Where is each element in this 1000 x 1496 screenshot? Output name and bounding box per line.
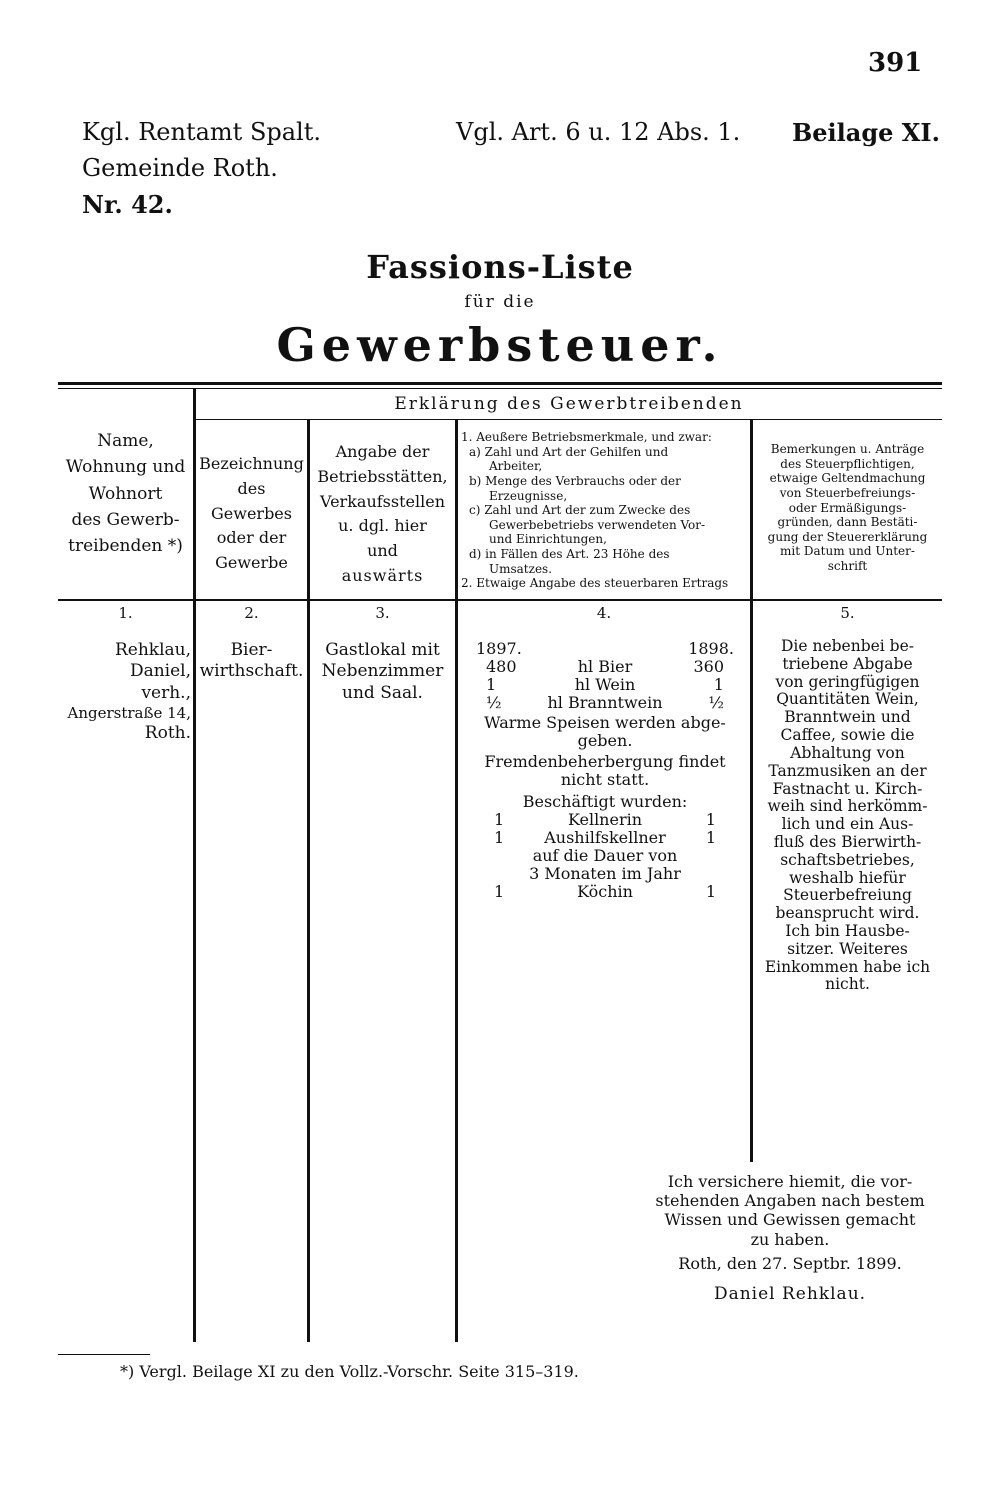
- col5-body-line: Caffee, sowie die: [780, 726, 915, 745]
- col2-body-line: Bier-: [230, 640, 273, 660]
- office-label: Kgl. Rentamt Spalt.: [82, 118, 322, 146]
- table-top-rule-thin: [58, 388, 942, 389]
- col4-body: [470, 640, 740, 901]
- col4-amount-row: [470, 694, 740, 712]
- col4-header-line: a) Zahl und Art der Gehilfen und: [469, 444, 669, 459]
- staff-item: Kellnerin: [567, 810, 643, 830]
- staff-right: 1: [705, 828, 716, 848]
- col-number-4: 4.: [596, 604, 612, 622]
- col5-body-line: weshalb hiefür: [789, 868, 906, 887]
- col4-text-line: nicht statt.: [560, 770, 650, 790]
- col-number-3: 3.: [375, 604, 390, 622]
- column-divider-3: [455, 420, 458, 1342]
- col5-body-line: von geringfügigen: [775, 672, 920, 691]
- col5-body-line: lich und ein Aus-: [781, 815, 914, 834]
- col2-body: [196, 640, 307, 683]
- col2-header: [196, 452, 307, 576]
- signature: Daniel Rehklau.: [713, 1284, 867, 1304]
- col5-header-line: des Steuerpflichtigen,: [780, 456, 915, 471]
- col4-header-line: b) Menge des Verbrauchs oder der: [469, 473, 681, 488]
- col3-header-line: u. dgl. hier: [338, 516, 427, 536]
- col4-header: [461, 430, 747, 591]
- col4-employed: Beschäftigt wurden:: [522, 792, 688, 812]
- declaration-line: Wissen und Gewissen gemacht: [664, 1210, 916, 1230]
- cook-left: 1: [494, 881, 505, 901]
- col5-body: [753, 638, 942, 994]
- col-number-2: 2.: [244, 604, 259, 622]
- col5-header-line: Bemerkungen u. Anträge: [770, 442, 925, 456]
- col1-body-line: Daniel,: [129, 661, 191, 682]
- footnote-rule: [58, 1354, 150, 1355]
- col2-header-line: Gewerbes: [211, 503, 292, 523]
- col5-header-line: mit Datum und Unter-: [780, 544, 915, 559]
- amount-left: 1: [486, 674, 497, 694]
- amount-left: 480: [486, 656, 517, 676]
- col4-text1: [470, 714, 740, 750]
- col4-text-line: Warme Speisen werden abge-: [484, 712, 726, 732]
- col4-duration-line: auf die Dauer von: [532, 845, 678, 865]
- amount-left: ½: [486, 692, 502, 712]
- staff-right: 1: [705, 810, 716, 830]
- col5-body-line: Abhaltung von: [790, 743, 905, 762]
- col1-body-line: Angerstraße 14,: [67, 703, 191, 722]
- col3-body: [310, 640, 455, 704]
- col4-header-line: Erzeugnisse,: [489, 488, 568, 503]
- col4-header-line: Umsatzes.: [489, 561, 553, 576]
- col4-years-row: [470, 640, 740, 658]
- amount-item: hl Wein: [574, 674, 636, 694]
- col2-body-line: wirthschaft.: [199, 661, 304, 682]
- date-line: Roth, den 27. Septbr. 1899.: [678, 1254, 902, 1273]
- col1-header-line: des Gewerb-: [71, 510, 180, 531]
- col5-body-line: weih sind herkömm-: [767, 797, 928, 816]
- col4-duration: [470, 847, 740, 883]
- col5-body-line: Tanzmusiken an der: [768, 761, 927, 780]
- table-top-rule: [58, 382, 942, 385]
- amount-right: 360: [693, 656, 724, 676]
- col4-header-line: und Einrichtungen,: [489, 532, 607, 547]
- col4-header-line: Gewerbebetriebs verwendeten Vor-: [489, 517, 706, 532]
- col4-header-line: d) in Fällen des Art. 23 Höhe des: [469, 547, 670, 561]
- col5-body-line: nicht.: [825, 975, 870, 994]
- col5-body-line: sitzer. Weiteres: [787, 939, 908, 958]
- col1-body-line: Rehklau,: [114, 640, 191, 660]
- col1-body: [50, 640, 195, 744]
- col3-header-line: Betriebsstätten,: [317, 466, 448, 486]
- appendix-label: Beilage XI.: [792, 118, 940, 147]
- col5-body-line: Einkommen habe ich: [764, 957, 931, 976]
- col5-body-line: fluß des Bierwirth-: [773, 832, 922, 851]
- list-title: Fassions-Liste: [366, 248, 634, 286]
- col4-text2: [470, 753, 740, 789]
- declaration: [640, 1172, 940, 1249]
- declaration-line: zu haben.: [750, 1229, 830, 1249]
- col3-body-line: Gastlokal mit: [325, 640, 440, 660]
- cook-item: Köchin: [577, 881, 633, 901]
- header-bottom-rule: [58, 599, 942, 601]
- declaration-line: Ich versichere hiemit, die vor-: [667, 1172, 913, 1191]
- staff-item: Aushilfskellner: [544, 828, 666, 848]
- col2-header-line: des: [237, 478, 266, 498]
- col4-amount-row: [470, 658, 740, 676]
- col5-header-line: etwaige Geltendmachung: [769, 471, 926, 486]
- number-label: Nr. 42.: [82, 190, 173, 219]
- col4-staff-row: [470, 829, 740, 847]
- footnote: *) Vergl. Beilage XI zu den Vollz.-Vorschr. Seite 315–319.: [120, 1362, 579, 1381]
- cook-right: 1: [705, 881, 716, 901]
- col3-header: [310, 440, 455, 589]
- col4-header-line: 1. Aeußere Betriebsmerkmale, und zwar:: [461, 430, 712, 444]
- col5-header-line: gung der Steuererklärung: [767, 529, 928, 544]
- col1-body-line: verh.,: [141, 682, 191, 703]
- group-header: Erklärung des Gewerbtreibenden: [394, 394, 744, 414]
- col3-header-line: Verkaufsstellen: [320, 491, 445, 511]
- col3-header-line: und: [367, 541, 398, 561]
- year-1897: 1897.: [476, 639, 522, 658]
- col1-header-line: treibenden *): [68, 536, 183, 557]
- col4-staff-row: [470, 811, 740, 829]
- page-number: 391: [868, 48, 923, 78]
- col3-header-line: Angabe der: [335, 442, 430, 461]
- year-1898: 1898.: [688, 639, 734, 658]
- col3-body-line: und Saal.: [342, 682, 423, 703]
- col3-header-line: auswärts: [341, 565, 424, 585]
- col5-body-line: Steuerbefreiung: [783, 886, 912, 905]
- col4-header-line: 2. Etwaige Angabe des steuerbaren Ertrags: [461, 576, 729, 591]
- col4-text-line: Fremdenbeherbergung findet: [484, 752, 726, 772]
- col5-header: [753, 442, 942, 574]
- col1-header: [58, 428, 193, 560]
- reference-label: Vgl. Art. 6 u. 12 Abs. 1.: [456, 118, 741, 146]
- col5-body-line: schaftsbetriebes,: [780, 850, 915, 869]
- col5-body-line: triebene Abgabe: [782, 654, 913, 673]
- col5-body-line: Branntwein und: [784, 708, 911, 727]
- col5-header-line: oder Ermäßigungs-: [788, 500, 907, 515]
- col1-body-line: Roth.: [144, 722, 191, 743]
- col4-header-line: c) Zahl und Art der zum Zwecke des: [469, 503, 691, 518]
- col4-header-line: Arbeiter,: [489, 459, 543, 474]
- col2-header-line: Bezeichnung: [199, 454, 304, 473]
- amount-right: 1: [713, 674, 724, 694]
- col2-header-line: oder der: [216, 528, 287, 548]
- col5-body-line: beansprucht wird.: [775, 904, 920, 923]
- list-subtitle: für die: [464, 292, 536, 312]
- col1-header-line: Wohnung und: [65, 457, 186, 478]
- col4-text-line: geben.: [577, 730, 633, 750]
- amount-right: ½: [708, 692, 724, 712]
- col5-header-line: schrift: [827, 559, 868, 573]
- col5-body-line: Ich bin Hausbe-: [785, 922, 910, 940]
- col5-body-line: Die nebenbei be-: [780, 637, 915, 655]
- amount-item: hl Branntwein: [547, 692, 663, 712]
- staff-left: 1: [494, 828, 505, 848]
- col3-body-line: Nebenzimmer: [321, 661, 444, 682]
- col-number-1: 1.: [118, 604, 133, 622]
- amount-item: hl Bier: [577, 656, 633, 676]
- staff-left: 1: [494, 810, 505, 830]
- col5-header-line: gründen, dann Bestäti-: [777, 515, 918, 530]
- col5-body-line: Fastnacht u. Kirch-: [772, 779, 923, 798]
- tax-title: Gewerbsteuer.: [276, 318, 724, 372]
- col1-header-line: Wohnort: [88, 483, 163, 504]
- col5-header-line: von Steuerbefreiungs-: [779, 485, 916, 500]
- col4-amount-row: [470, 676, 740, 694]
- col2-header-line: Gewerbe: [215, 553, 288, 573]
- col4-duration-line: 3 Monaten im Jahr: [529, 863, 681, 883]
- col5-body-line: Quantitäten Wein,: [776, 690, 919, 709]
- col1-header-line: Name,: [97, 431, 154, 451]
- municipality-label: Gemeinde Roth.: [82, 154, 278, 182]
- col-number-5: 5.: [840, 604, 855, 622]
- col4-cook-row: [470, 883, 740, 901]
- declaration-line: stehenden Angaben nach bestem: [655, 1191, 925, 1211]
